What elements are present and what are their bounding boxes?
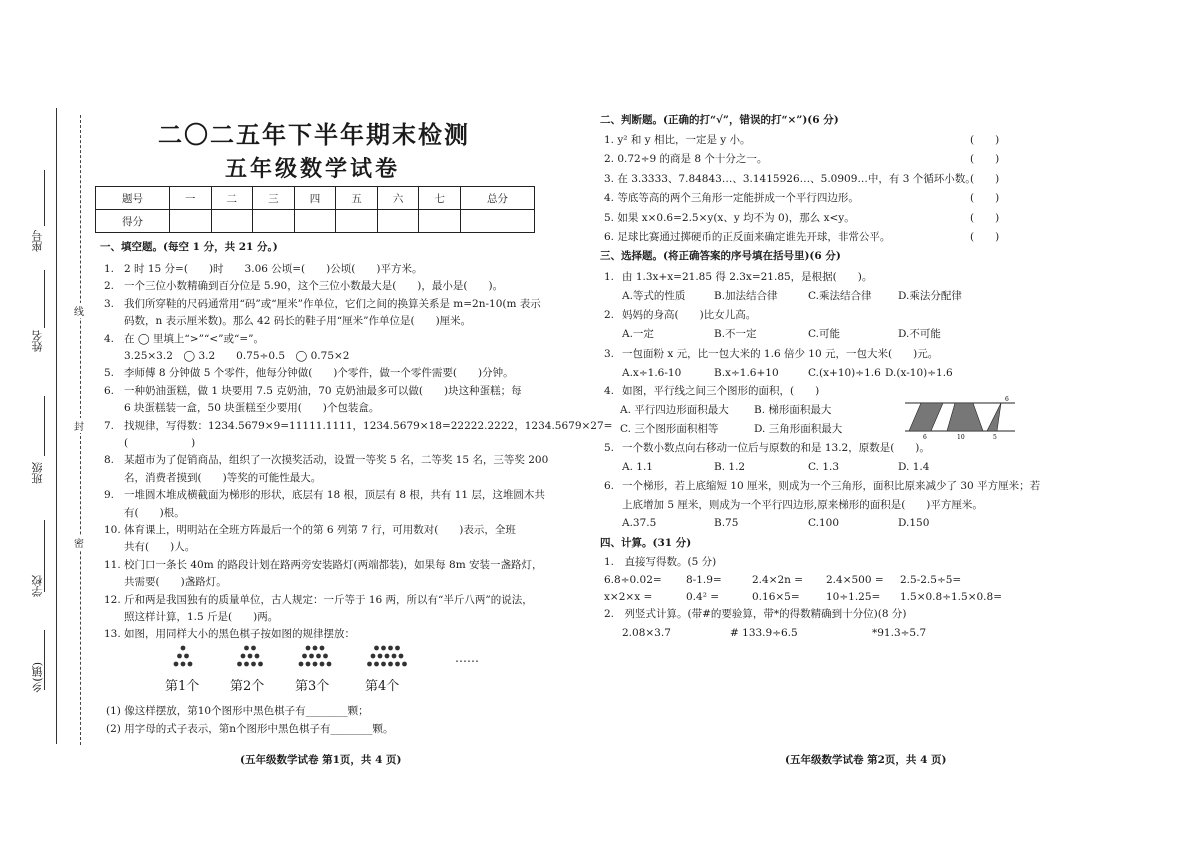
chess-piece: [371, 654, 376, 659]
seat-blank: [44, 170, 45, 226]
calc-item: 8-1.9=: [686, 574, 722, 586]
chess-piece: [402, 662, 407, 667]
question-text: 6 块蛋糕装一盒，50 块蛋糕至少要用( )个包装盒。: [124, 402, 380, 415]
score-input-cell[interactable]: [294, 210, 336, 233]
choice-option: A.等式的性质: [622, 290, 686, 302]
question-text: 一种奶油蛋糕，做 1 块要用 7.5 克奶油，70 克奶油最多可以做( )块这种蛋糕；每: [124, 384, 522, 397]
choice-option: A. 平行四边形面积最大: [620, 404, 729, 416]
chess-piece: [320, 646, 325, 651]
choice-number: 3.: [604, 348, 615, 360]
choice-option: B.x÷1.6+10: [714, 367, 779, 379]
judge-answer-paren: ( ): [970, 134, 1000, 146]
chess-piece: [388, 646, 393, 651]
choice-option: B. 1.2: [714, 461, 746, 473]
page2-footer: (五年级数学试卷 第2页，共 4 页): [785, 754, 947, 766]
question-text: 在 ◯ 里填上“>”“<”或“=”。: [124, 332, 265, 345]
chess-piece: [367, 662, 372, 667]
trapezoid-shape: [947, 403, 983, 431]
judge-answer-paren: ( ): [970, 172, 1000, 185]
question-number: 13.: [104, 628, 121, 641]
question-text: 斤和两是我国独有的质量单位，古人规定：一斤等于 16 两，所以有“半斤八两”的说法，: [124, 593, 533, 606]
calc-item: 2.5-2.5÷5=: [900, 574, 962, 586]
chess-piece: [237, 662, 242, 667]
choice-option: D.(x-10)÷1.6: [885, 367, 953, 379]
fig-label: 5: [993, 434, 997, 441]
question-text: 照这样计算，1.5 斤是( )两。: [124, 611, 279, 623]
question-number: 10.: [104, 524, 121, 536]
calc-item: 10÷1.25=: [826, 591, 881, 603]
chess-piece: [258, 662, 263, 667]
judge-answer-paren: ( ): [970, 192, 1000, 205]
choice-option: A.37.5: [622, 517, 657, 529]
calc2-item-3: *91.3÷5.7: [872, 627, 927, 639]
town-label: 乡(镇): [31, 662, 44, 693]
score-table-header-row: [96, 187, 535, 210]
judge-question: 1. y² 和 y 相比，一定是 y 小。: [604, 134, 751, 146]
chess-piece: [251, 662, 256, 667]
question-number: 9.: [104, 489, 115, 502]
school-label: 学校: [31, 575, 44, 597]
score-cell: 四: [294, 187, 336, 210]
question-text: 共需要( )盏路灯。: [124, 576, 227, 589]
score-table-score-row: [96, 210, 535, 233]
choice-option: D. 1.4: [898, 461, 930, 473]
score-input-cell[interactable]: [169, 210, 211, 233]
chess-piece: [378, 654, 383, 659]
parallelogram-shape: [909, 403, 943, 431]
question-text: 码数，n 表示厘米数)。那么 42 码长的鞋子用“厘米”作单位是( )厘米。: [124, 315, 472, 328]
judge-answer-paren: ( ): [970, 231, 1000, 243]
chess-piece: [320, 662, 325, 667]
exam-title: 二〇二五年下半年期末检测: [158, 120, 470, 149]
chess-piece: [316, 654, 321, 659]
calc2-title: 2. 列竖式计算。(带#的要验算，带*的得数精确到十分位)(8 分): [604, 608, 907, 620]
name-label: 姓名: [31, 330, 44, 352]
choice-option: B.不一定: [714, 328, 757, 340]
section2-heading: 二、判断题。(正确的打“√”，错误的打“×”)(6 分): [600, 114, 839, 126]
calc1-title: 1. 直接写得数。(5 分): [604, 556, 717, 568]
question-text: 校门口一条长 40m 的路段计划在路两旁安装路灯(两端都装)，如果每 8m 安装一盏路灯，: [124, 558, 543, 571]
chess-piece: [381, 662, 386, 667]
class-blank: [44, 396, 45, 456]
section4-heading: 四、计算。(31 分): [600, 537, 692, 549]
section3-heading: 三、选择题。(将正确答案的序号填在括号里)(6 分): [600, 250, 841, 262]
chess-piece: [395, 646, 400, 651]
question-text: 有( )根。: [124, 506, 185, 519]
fig-label: 10: [957, 434, 965, 441]
chess-piece: [302, 654, 307, 659]
town-blank: [44, 630, 45, 690]
question-text: 李师傅 8 分钟做 5 个零件，他每分钟做( )个零件，做一个零件需要( )分钟。: [124, 367, 514, 380]
score-cell: 三: [253, 187, 295, 210]
question-number: 5.: [104, 367, 115, 380]
chess-piece: [392, 654, 397, 659]
chess-piece: [184, 654, 189, 659]
choice-number: 1.: [604, 271, 615, 283]
chess-piece: [388, 662, 393, 667]
choice-number: 4.: [604, 385, 615, 397]
question-number: 7.: [104, 419, 115, 432]
question-text: 某超市为了促销商品，组织了一次摸奖活动，设置一等奖 5 名，二等奖 15 名，三等奖 200: [124, 454, 549, 467]
score-input-cell[interactable]: [460, 210, 534, 233]
chess-piece: [395, 662, 400, 667]
chess-piece: [177, 654, 182, 659]
calc2-item-1: 2.08×3.7: [622, 627, 671, 639]
chess-piece: [306, 646, 311, 651]
chess-piece: [174, 662, 179, 667]
question-number: 3.: [104, 297, 115, 310]
choice-text: 如图，平行线之间三个图形的面积，( ): [622, 385, 820, 397]
cut-mark-feng: 封: [74, 418, 84, 433]
question-text: 如图，用同样大小的黑色棋子按如图的规律摆放：: [124, 628, 355, 641]
chess-piece: [323, 654, 328, 659]
chess-piece: [181, 646, 186, 651]
question-text: 3.25×3.2 ◯ 3.2 0.75÷0.5 ◯ 0.75×2: [124, 350, 350, 362]
judge-question: 6. 足球比赛通过掷硬币的正反面来确定谁先开球，非常公平。: [604, 231, 891, 243]
judge-question: 4. 等底等高的两个三角形一定能拼成一个平行四边形。: [604, 192, 859, 205]
page1-footer: (五年级数学试卷 第1页，共 4 页): [240, 754, 402, 766]
question-text: 找规律，写得数：1234.5679×9=11111.1111，1234.5679×18=22222.2222，1234.5679×27=: [124, 419, 613, 432]
score-cell: 题号: [96, 187, 170, 210]
score-input-cell[interactable]: [253, 210, 295, 233]
score-cell: 五: [336, 187, 378, 210]
choice-option: D.乘法分配律: [898, 290, 962, 302]
question-number: 11.: [104, 558, 121, 571]
choice-number: 6.: [604, 480, 615, 492]
chess-piece: [299, 662, 304, 667]
figure-label-4: 第4个: [365, 679, 400, 694]
choice-option: C.可能: [808, 328, 840, 340]
question-number: 8.: [104, 454, 115, 467]
cut-mark-xian: 线: [74, 303, 84, 318]
question-number: 6.: [104, 384, 115, 397]
choice-option: B.75: [714, 517, 739, 529]
calc-item: 6.8÷0.02=: [604, 574, 662, 586]
chess-piece: [374, 662, 379, 667]
calc-item: 2.4×500 =: [826, 574, 884, 586]
choice-option: A.一定: [622, 328, 654, 340]
judge-answer-paren: ( ): [970, 211, 1000, 224]
choice-option: D.150: [898, 517, 930, 529]
figure-label-1: 第1个: [165, 679, 200, 694]
sub-question-2: (2) 用字母的式子表示，第n个图形中黑色棋子有________颗。: [106, 723, 394, 735]
question-text: 体育课上，明明站在全班方阵最后一个的第 6 列第 7 行，可用数对( )表示，全班: [124, 524, 516, 536]
chess-piece: [313, 662, 318, 667]
choice-number: 5.: [604, 442, 615, 454]
score-cell: 总分: [460, 187, 534, 210]
cut-mark-mi: 密: [74, 535, 84, 550]
binding-solid-line: [56, 108, 57, 744]
choice-option: B. 梯形面积最大: [754, 404, 832, 416]
class-label: 班级: [31, 462, 44, 484]
fig-label: 6: [923, 434, 927, 441]
chess-piece: [244, 646, 249, 651]
question-text: 2 时 15 分=( )时 3.06 公顷=( )公顷( )平方米。: [124, 263, 423, 275]
chess-piece: [309, 654, 314, 659]
score-cell: 六: [377, 187, 419, 210]
score-input-cell[interactable]: [377, 210, 419, 233]
calc-item: 0.4² =: [686, 591, 720, 603]
calc-item: x×2×x =: [604, 591, 653, 603]
score-cell: 二: [211, 187, 253, 210]
choice-option: A. 1.1: [622, 461, 653, 473]
chess-piece: [241, 654, 246, 659]
exam-subtitle: 五年级数学试卷: [225, 156, 401, 182]
score-input-cell[interactable]: [211, 210, 253, 233]
question-text: 共有( )人。: [124, 541, 196, 554]
choice-text: 由 1.3x+x=21.85 得 2.3x=21.85，是根据( )。: [622, 271, 873, 283]
question-text: 一个三位小数精确到百分位是 5.90，这个三位小数最大是( )，最小是( )。: [124, 280, 504, 293]
score-cell: 七: [419, 187, 461, 210]
figure-label-3: 第3个: [295, 679, 330, 694]
score-input-cell[interactable]: [336, 210, 378, 233]
judge-answer-paren: ( ): [970, 153, 1000, 166]
score-input-cell[interactable]: [419, 210, 461, 233]
question-number: 12.: [104, 593, 121, 606]
chess-piece: [385, 654, 390, 659]
chess-piece: [248, 654, 253, 659]
calc2-item-2: # 133.9÷6.5: [730, 627, 798, 639]
choice-option: C. 1.3: [808, 461, 840, 473]
choice-option: A.x÷1.6-10: [622, 367, 682, 379]
choice-option: D.不可能: [898, 328, 941, 340]
question-number: 2.: [104, 280, 115, 293]
pattern-ellipsis: ……: [455, 651, 479, 665]
question-text: 我们所穿鞋的尺码通常用“码”或“厘米”作单位，它们之间的换算关系是 m=2n-10(m 表示: [124, 297, 541, 310]
choice-option: C.100: [808, 517, 840, 529]
choice-text: 一包面粉 x 元，比一包大米的 1.6 倍少 10 元，一包大米( )元。: [622, 348, 939, 360]
question-number: 1.: [104, 263, 115, 275]
sub-question-1: (1) 像这样摆放，第10个图形中黑色棋子有________颗；: [106, 705, 369, 717]
fig-label: 6: [1005, 396, 1009, 403]
chess-piece: [188, 662, 193, 667]
name-blank: [44, 270, 45, 328]
section1-heading: 一、填空题。(每空 1 分，共 21 分。): [100, 241, 278, 253]
choice-option: C.(x+10)÷1.6: [808, 367, 881, 379]
figure-label-2: 第2个: [230, 679, 265, 694]
chess-piece: [251, 646, 256, 651]
choice-number: 2.: [604, 309, 615, 321]
choice-text: 妈妈的身高( )比女儿高。: [622, 309, 757, 321]
chess-piece: [399, 654, 404, 659]
chess-piece: [374, 646, 379, 651]
score-row-label: 得分: [96, 210, 170, 233]
score-cell: 一: [169, 187, 211, 210]
chess-piece: [327, 662, 332, 667]
question-text: ( ): [124, 437, 196, 449]
question-text: 一堆圆木堆成横截面为梯形的形状，底层有 18 根，顶层有 8 根，共有 11 层，这堆圆木共: [124, 489, 545, 502]
choice-option: B.加法结合律: [714, 290, 778, 302]
judge-question: 3. 在 3.3333、7.84843…、3.1415926…、5.0909…中，有 3 个循环小数。: [604, 172, 976, 185]
choice-option: C. 三个图形面积相等: [620, 423, 719, 435]
choice-option: D. 三角形面积最大: [754, 423, 843, 435]
judge-question: 5. 如果 x×0.6=2.5×y(x、y 均不为 0)，那么 x<y。: [604, 211, 855, 224]
chess-piece: [381, 646, 386, 651]
calc-item: 1.5×0.8÷1.5×0.8=: [900, 591, 1002, 603]
question-text: 名，消费者摸到( )等奖的可能性最大。: [124, 471, 322, 484]
chess-piece: [255, 654, 260, 659]
calc-item: 2.4×2n =: [752, 574, 804, 586]
parallel-shapes-figure: [905, 395, 1015, 443]
choice-text: 一个梯形，若上底缩短 10 厘米，则成为一个三角形，面积比原来减少了 30 平方厘米；若: [622, 480, 1041, 492]
choice-option: C.乘法结合律: [808, 290, 872, 302]
calc-item: 0.16×5=: [752, 591, 800, 603]
triangle-shape: [987, 403, 1001, 431]
chess-piece: [181, 662, 186, 667]
seat-label: 座号: [31, 230, 44, 252]
question-number: 4.: [104, 332, 115, 345]
choice-text-cont: 上底增加 5 厘米，则成为一个平行四边形,原来梯形的面积是( )平方厘米。: [622, 499, 983, 511]
chess-piece: [306, 662, 311, 667]
school-blank: [44, 520, 45, 592]
chess-piece: [244, 662, 249, 667]
chess-piece: [313, 646, 318, 651]
score-table: [95, 186, 535, 233]
judge-question: 2. 0.72÷9 的商是 8 个十分之一。: [604, 153, 768, 166]
choice-text: 一个数小数点向右移动一位后与原数的和是 13.2，原数是( )。: [622, 442, 930, 454]
